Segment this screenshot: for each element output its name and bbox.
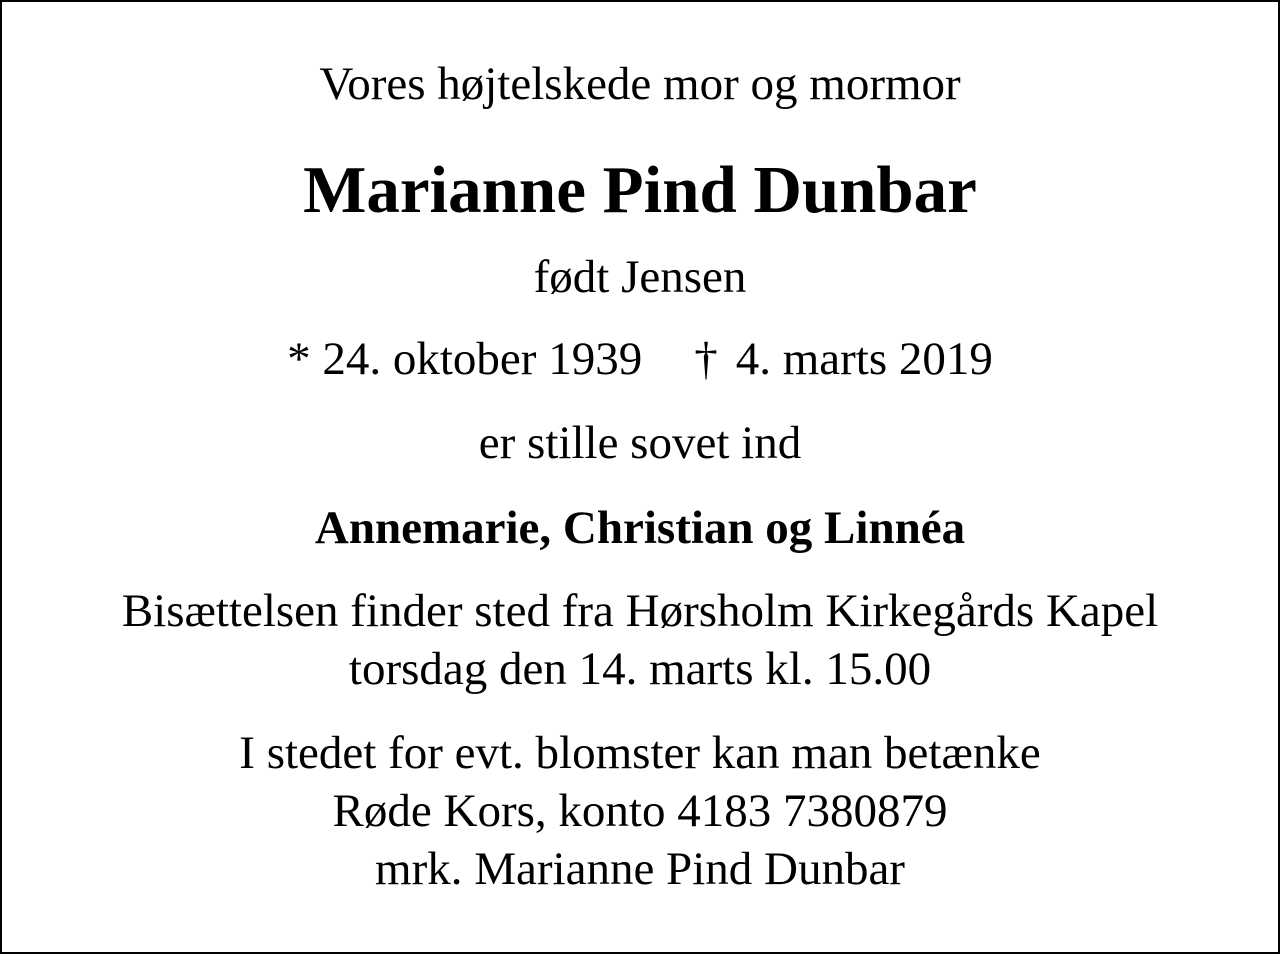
died-date: 4. marts 2019: [735, 333, 993, 385]
funeral-location: Bisættelsen finder sted fra Hørsholm Kirkegårds Kapel: [121, 585, 1159, 637]
dagger-icon: †: [694, 333, 718, 385]
life-dates: [2, 329, 1278, 389]
donation-intro: I stedet for evt. blomster kan man betænke: [239, 727, 1041, 779]
born-date: 24. oktober 1939: [322, 333, 643, 385]
deceased-name: Marianne Pind Dunbar: [303, 153, 977, 227]
donation-account: Røde Kors, konto 4183 7380879: [332, 785, 948, 837]
family-names: Annemarie, Christian og Linnéa: [314, 502, 966, 554]
passed-text: er stille sovet ind: [478, 417, 802, 469]
maiden-name: født Jensen: [533, 251, 747, 303]
intro-text: Vores højtelskede mor og mormor: [319, 58, 961, 110]
funeral-time: torsdag den 14. marts kl. 15.00: [348, 643, 932, 695]
born-symbol: *: [287, 333, 311, 385]
donation-reference: mrk. Marianne Pind Dunbar: [375, 843, 905, 895]
